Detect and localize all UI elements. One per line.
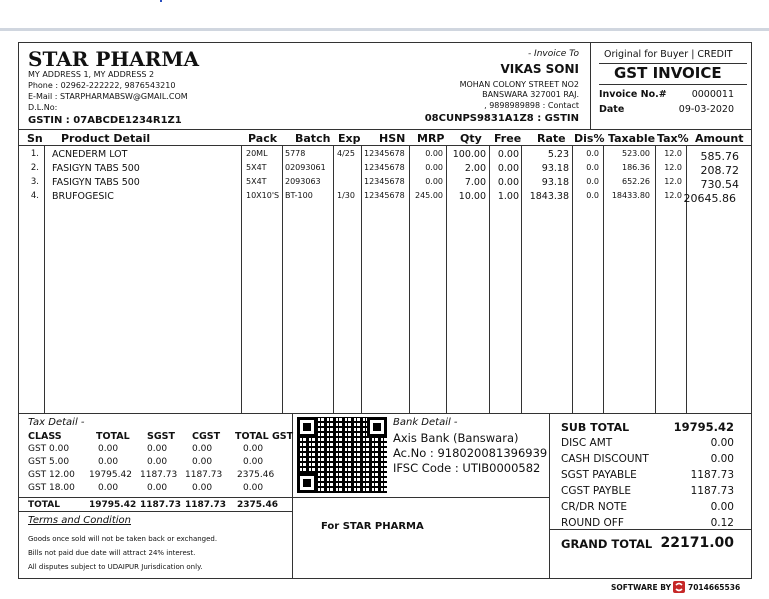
cell-product: FASIGYN TABS 500 [52, 177, 140, 188]
cell-taxpct: 12.0 [664, 149, 682, 158]
th-amount: Amount [695, 132, 744, 145]
cell-mrp: 245.00 [415, 191, 443, 200]
bank-name: Axis Bank (Banswara) [393, 431, 519, 445]
cell-batch: 02093061 [285, 163, 326, 172]
cell-batch: 5778 [285, 149, 306, 158]
cell-taxpct: 12.0 [664, 191, 682, 200]
qr-code [297, 417, 387, 493]
summary-label: CR/DR NOTE [561, 501, 628, 513]
cell-dis: 0.0 [586, 163, 599, 172]
cell-taxpct: 12.0 [664, 163, 682, 172]
th-taxable: Taxable [608, 132, 656, 145]
cell-hsn: 12345678 [364, 177, 405, 186]
cell-qty: 7.00 [464, 177, 486, 188]
seller-name: STAR PHARMA [28, 47, 200, 71]
tax-cell: 0.00 [147, 444, 168, 454]
cell-pack: 5X4T [246, 177, 267, 186]
signature-label: For STAR PHARMA [321, 521, 424, 532]
summary-value: 0.12 [710, 517, 734, 529]
software-phone: 7014665536 [688, 583, 741, 592]
cell-rate: 93.18 [541, 177, 569, 188]
buyer-contact: , 9898989898 : Contact [484, 101, 579, 110]
col-divider [655, 145, 656, 413]
invoice-no-label: Invoice No.# [599, 89, 667, 100]
cell-mrp: 0.00 [425, 149, 443, 158]
qr-finder [297, 473, 317, 493]
cell-sn: 3. [30, 177, 39, 187]
th-batch: Batch [295, 132, 331, 145]
cell-taxable: 186.36 [622, 163, 650, 172]
th-exp: Exp [338, 132, 361, 145]
tax-cell: 1187.73 [185, 470, 223, 480]
cell-batch: 2093063 [285, 177, 321, 186]
tax-cell: 0.00 [192, 483, 213, 493]
terms-line: Bills not paid due date will attract 24% interest. [28, 549, 196, 557]
col-divider [333, 145, 334, 413]
tax-header-total: TOTAL [96, 431, 130, 442]
bank-bottom-rule [292, 497, 549, 498]
tax-total-cell: 1187.73 [185, 500, 226, 510]
summary-value: 0.00 [710, 501, 734, 513]
col-divider [44, 145, 45, 413]
summary-value: 0.00 [710, 453, 734, 465]
th-mrp: MRP [417, 132, 445, 145]
stray-dot [160, 0, 162, 2]
col-divider [603, 145, 604, 413]
table-top-rule [18, 129, 752, 130]
cell-rate: 5.23 [547, 149, 569, 160]
tax-cell: GST 0.00 [28, 444, 70, 454]
col-divider [282, 145, 283, 413]
cell-dis: 0.0 [586, 149, 599, 158]
tax-header-class: CLASS [28, 431, 62, 442]
terms-line: Goods once sold will not be taken back or exchanged. [28, 535, 218, 543]
summary-value: 19795.42 [673, 420, 734, 434]
cell-pack: 20ML [246, 149, 268, 158]
cell-sn: 4. [30, 191, 39, 201]
th-hsn: HSN [379, 132, 406, 145]
invoice-copy-label: Original for Buyer | CREDIT [604, 49, 733, 60]
tax-cell: 0.00 [192, 444, 213, 454]
col-divider [686, 145, 687, 413]
summary-label: SUB TOTAL [561, 421, 630, 434]
summary-label: SGST PAYABLE [561, 469, 637, 481]
invoice-box-divider [590, 42, 591, 129]
buyer-name: VIKAS SONI [500, 62, 579, 76]
tax-cell: 0.00 [147, 457, 168, 467]
th-rate: Rate [537, 132, 566, 145]
tax-detail-title: Tax Detail - [28, 417, 85, 428]
cell-amount: 20645.86 [683, 192, 736, 205]
qr-finder [297, 417, 317, 437]
tax-cell: 0.00 [243, 457, 264, 467]
invoice-title-bottom-rule [599, 84, 747, 85]
seller-address: MY ADDRESS 1, MY ADDRESS 2 [28, 70, 155, 79]
bank-acno: Ac.No : 918020081396939 [393, 446, 548, 460]
grand-total-value: 22171.00 [660, 535, 734, 551]
th-taxpct: Tax% [657, 132, 689, 145]
cell-qty: 2.00 [464, 163, 486, 174]
th-qty: Qty [460, 132, 482, 145]
th-sn: Sn [27, 132, 43, 145]
th-product: Product Detail [61, 132, 151, 145]
cell-taxable: 18433.80 [611, 191, 650, 200]
bank-title: Bank Detail - [393, 417, 458, 428]
tax-total-top-rule [18, 497, 293, 498]
tax-cell: 0.00 [98, 444, 119, 454]
table-bottom-rule [18, 413, 752, 414]
summary-value: 1187.73 [690, 469, 734, 481]
terms-title: Terms and Condition [28, 515, 131, 526]
cell-batch: BT-100 [285, 191, 313, 200]
cell-taxable: 523.00 [622, 149, 650, 158]
summary-label: DISC AMT [561, 437, 613, 449]
invoice-date-value: 09-03-2020 [678, 104, 734, 115]
cell-taxpct: 12.0 [664, 177, 682, 186]
th-free: Free [494, 132, 522, 145]
cell-free: 1.00 [497, 191, 519, 202]
summary-value: 1187.73 [690, 485, 734, 497]
seller-email: E-Mail : STARPHARMABSW@GMAIL.COM [28, 92, 188, 101]
cell-amount: 585.76 [700, 150, 739, 163]
cell-mrp: 0.00 [425, 163, 443, 172]
cell-product: ACNEDERM LOT [52, 149, 128, 160]
grand-total-rule [549, 529, 752, 530]
cell-exp: 4/25 [337, 149, 355, 158]
cell-exp: 1/30 [337, 191, 355, 200]
grand-total-label: GRAND TOTAL [561, 537, 653, 551]
tax-total-cell: 1187.73 [140, 500, 181, 510]
tax-cell: 0.00 [243, 483, 264, 493]
seller-gstin: GSTIN : 07ABCDE1234R1Z1 [28, 115, 182, 126]
invoice-date-label: Date [599, 104, 625, 115]
tax-cell: GST 5.00 [28, 457, 70, 467]
software-label: SOFTWARE BY [611, 583, 672, 592]
buyer-street: MOHAN COLONY STREET NO2 [459, 80, 579, 89]
tax-cell: 0.00 [147, 483, 168, 493]
tax-cell: 2375.46 [237, 470, 275, 480]
invoice-no-value: 0000011 [691, 89, 734, 100]
cell-amount: 730.54 [700, 178, 739, 191]
tax-total-cell: TOTAL [28, 500, 60, 510]
cell-dis: 0.0 [586, 177, 599, 186]
tax-cell: GST 18.00 [28, 483, 75, 493]
cell-rate: 1843.38 [529, 191, 569, 202]
seller-dlno: D.L.No: [28, 103, 58, 112]
cell-sn: 1. [30, 149, 39, 159]
tax-cell: 19795.42 [89, 470, 132, 480]
col-divider [409, 145, 410, 413]
tax-cell: 0.00 [243, 444, 264, 454]
cell-amount: 208.72 [700, 164, 739, 177]
table-header-rule [18, 145, 752, 146]
tax-total-cell: 19795.42 [89, 500, 137, 510]
qr-finder [367, 417, 387, 437]
summary-label: CGST PAYBLE [561, 485, 632, 497]
cell-qty: 100.00 [452, 149, 486, 160]
tax-cell: 0.00 [98, 457, 119, 467]
invoice-title: GST INVOICE [614, 64, 722, 82]
cell-pack: 10X10'S [246, 191, 280, 200]
summary-label: CASH DISCOUNT [561, 453, 649, 465]
cell-free: 0.00 [497, 149, 519, 160]
cell-product: BRUFOGESIC [52, 191, 114, 202]
cell-hsn: 12345678 [364, 149, 405, 158]
cell-taxable: 652.26 [622, 177, 650, 186]
th-pack: Pack [248, 132, 278, 145]
summary-value: 0.00 [710, 437, 734, 449]
col-divider [489, 145, 490, 413]
tax-cell: GST 12.00 [28, 470, 75, 480]
buyer-city: BANSWARA 327001 RAJ. [482, 90, 579, 99]
buyer-gstin: 08CUNPS9831A1Z8 : GSTIN [424, 113, 579, 124]
col-divider [361, 145, 362, 413]
col-divider [446, 145, 447, 413]
tax-header-sgst: SGST [147, 431, 175, 442]
tax-total-bottom-rule [18, 511, 293, 512]
th-dis: Dis% [574, 132, 605, 145]
cell-pack: 5X4T [246, 163, 267, 172]
cell-hsn: 12345678 [364, 163, 405, 172]
tax-cell: 0.00 [192, 457, 213, 467]
window-top-border [0, 28, 769, 31]
bank-summary-divider [549, 413, 550, 578]
cell-free: 0.00 [497, 177, 519, 188]
bank-ifsc: IFSC Code : UTIB0000582 [393, 461, 541, 475]
tax-total-cell: 2375.46 [237, 500, 278, 510]
cell-sn: 2. [30, 163, 39, 173]
seller-phone: Phone : 02962-222222, 9876543210 [28, 81, 176, 90]
cell-free: 0.00 [497, 163, 519, 174]
terms-line: All disputes subject to UDAIPUR Jurisdication only. [28, 563, 203, 571]
vendor-logo-icon [672, 580, 686, 594]
invoice-to-label: - Invoice To [527, 49, 579, 59]
tax-header-cgst: CGST [192, 431, 221, 442]
cell-dis: 0.0 [586, 191, 599, 200]
tax-cell: 0.00 [98, 483, 119, 493]
cell-rate: 93.18 [541, 163, 569, 174]
summary-label: ROUND OFF [561, 517, 624, 529]
cell-qty: 10.00 [458, 191, 486, 202]
col-divider [241, 145, 242, 413]
tax-header-totalgst: TOTAL GST [235, 431, 294, 442]
col-divider [572, 145, 573, 413]
cell-product: FASIGYN TABS 500 [52, 163, 140, 174]
tax-cell: 1187.73 [140, 470, 178, 480]
cell-mrp: 0.00 [425, 177, 443, 186]
col-divider [521, 145, 522, 413]
cell-hsn: 12345678 [364, 191, 405, 200]
